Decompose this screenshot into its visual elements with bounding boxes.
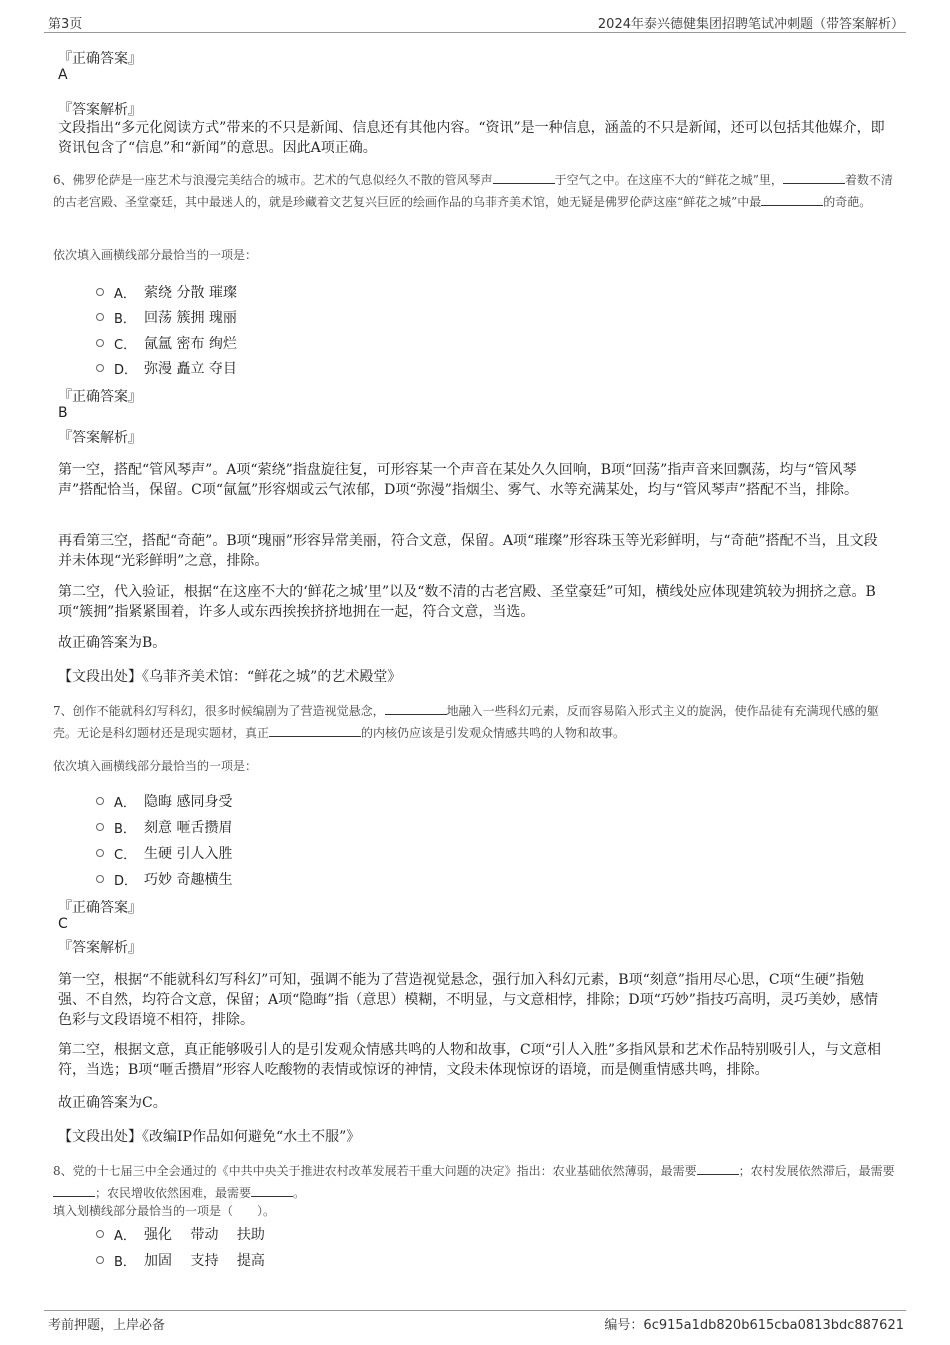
option-text: 回荡 簇拥 瑰丽 (144, 310, 237, 326)
analysis-text: 文段指出“多元化阅读方式”带来的不只是新闻、信息还有其他内容。“资讯”是一种信息，涵盖的不只是新闻，还可以包括其他媒介，即资讯包含了“信息”和“新闻”的意思。因此A项正确。 (58, 120, 885, 156)
blank (493, 171, 555, 184)
option-key: D． (114, 873, 138, 889)
radio-icon[interactable] (96, 1230, 104, 1238)
question-7-text-c: 的内核仍应该是引发观众情感共鸣的人物和故事。 (361, 726, 626, 740)
analysis-label: 『答案解析』 (58, 430, 142, 446)
footer-divider (44, 1310, 906, 1311)
question-8-text-a: 8、党的十七届三中全会通过的《中共中央关于推进农村改革发展若干重大问题的决定》指出：农业基础依然薄弱，最需要 (53, 1164, 697, 1178)
option-key: C． (114, 847, 137, 863)
radio-icon[interactable] (96, 875, 104, 883)
analysis-paragraph: 第二空，代入验证，根据“在这座不大的‘鲜花之城’里”以及“数不清的古老宫殿、圣堂豪廷”可知，横线处应体现建筑较为拥挤之意。B项“簇拥”指紧紧围着，许多人或东西挨挨挤挤地拥在一起，符合文意，当选。 (58, 584, 876, 620)
option-key: B． (114, 1254, 136, 1270)
option-key: A． (114, 286, 136, 302)
question-8-instruction: 填入划横线部分最恰当的一项是（ ）。 (53, 1204, 276, 1218)
answer-label: 『正确答案』 (58, 389, 142, 405)
question-7-option-a[interactable] (96, 791, 232, 811)
question-8-text-b: ；农村发展依然滞后，最需要 (738, 1164, 895, 1178)
blank (251, 1184, 293, 1197)
question-8-option-a[interactable] (96, 1224, 265, 1244)
question-7-option-d[interactable] (96, 869, 232, 889)
question-7-text-a: 7、创作不能就科幻写科幻，很多时候编剧为了营造视觉悬念， (53, 704, 385, 718)
question-7-option-b[interactable] (96, 817, 232, 837)
option-text: 生硬 引人入胜 (144, 846, 233, 862)
analysis-conclusion: 故正确答案为C。 (58, 1095, 167, 1111)
source-citation: 【文段出处】《乌菲齐美术馆：“鲜花之城”的艺术殿堂》 (58, 669, 402, 685)
question-6-text-c: 着数不清的古老宫殿、圣堂豪廷，其中最迷人的，就是珍藏着文艺复兴巨匠的绘画作品的乌菲齐美术馆，她无疑是佛罗伦萨这座“鲜花之城”中最 (53, 173, 893, 209)
question-6-option-d[interactable] (96, 358, 237, 378)
option-text: 加固 支持 提高 (144, 1253, 265, 1269)
radio-icon[interactable] (96, 364, 104, 372)
answer-value: A (58, 67, 68, 83)
question-6-text-d: 的奇葩。 (823, 195, 872, 209)
question-6-option-c[interactable] (96, 333, 237, 353)
footer-slogan: 考前押题，上岸必备 (48, 1318, 166, 1333)
question-6 (53, 169, 898, 213)
option-key: A． (114, 795, 136, 811)
option-key: D． (114, 362, 138, 378)
question-8-text-d: 。 (293, 1186, 306, 1200)
analysis-paragraph: 第一空，根据“不能就科幻写科幻”可知，强调不能为了营造视觉悬念，强行加入科幻元素，B项“刻意”指用尽心思，C项“生硬”指勉强、不自然，均符合文意，保留；A项“隐晦”指（意思）模糊，不明显，与文意相悖，排除；D项“巧妙”指技巧高明，灵巧美妙，感情色彩与文段语境不相符，排除。 (58, 972, 878, 1028)
radio-icon[interactable] (96, 849, 104, 857)
question-7-option-c[interactable] (96, 843, 232, 863)
radio-icon[interactable] (96, 288, 104, 296)
option-text: 氤氲 密布 绚烂 (144, 336, 237, 352)
option-key: B． (114, 821, 136, 837)
analysis-paragraph: 再看第三空，搭配“奇葩”。B项“瑰丽”形容异常美丽，符合文意，保留。A项“璀璨”形容珠玉等光彩鲜明，与“奇葩”搭配不当，且文段并未体现“光彩鲜明”之意，排除。 (58, 533, 878, 569)
footer-code (604, 1314, 904, 1333)
blank (783, 171, 845, 184)
question-6-option-b[interactable] (96, 307, 237, 327)
header-divider (44, 32, 906, 33)
answer-value: C (58, 916, 68, 932)
question-8-option-b[interactable] (96, 1250, 265, 1270)
option-text: 强化 带动 扶助 (144, 1227, 265, 1243)
option-text: 萦绕 分散 璀璨 (144, 285, 237, 301)
question-7-text-b: 地融入一些科幻元素，反而容易陷入形式主义的旋涡，使作品徒有充满现代感的躯壳。无论是科幻题材还是现实题材，真正 (53, 704, 879, 740)
blank (269, 724, 361, 737)
radio-icon[interactable] (96, 1256, 104, 1264)
option-text: 隐晦 感同身受 (144, 794, 233, 810)
option-key: C． (114, 337, 137, 353)
radio-icon[interactable] (96, 823, 104, 831)
question-6-text-a: 6、佛罗伦萨是一座艺术与浪漫完美结合的城市。艺术的气息似经久不散的管风琴声 (53, 173, 493, 187)
answer-label: 『正确答案』 (58, 51, 142, 67)
analysis-conclusion: 故正确答案为B。 (58, 635, 167, 651)
document-title: 2024年泰兴德健集团招聘笔试冲刺题（带答案解析） (597, 17, 904, 32)
option-key: B． (114, 311, 136, 327)
option-text: 刻意 咂舌攒眉 (144, 820, 233, 836)
analysis-label: 『答案解析』 (58, 940, 142, 956)
analysis-label: 『答案解析』 (58, 102, 142, 118)
question-8-text-c: ；农民增收依然困难，最需要 (95, 1186, 252, 1200)
blank (697, 1162, 739, 1175)
answer-value: B (58, 405, 68, 421)
blank (385, 702, 447, 715)
analysis-paragraph: 第二空，根据文意，真正能够吸引人的是引发观众情感共鸣的人物和故事，C项“引人入胜”多指风景和艺术作品特别吸引人，与文意相符，当选；B项“咂舌攒眉”形容人吃酸物的表情或惊讶的神情，文段未体现惊讶的语境，而是侧重情感共鸣，排除。 (58, 1042, 882, 1078)
option-key: A． (114, 1228, 136, 1244)
question-7-instruction: 依次填入画横线部分最恰当的一项是： (53, 759, 258, 773)
radio-icon[interactable] (96, 797, 104, 805)
radio-icon[interactable] (96, 313, 104, 321)
footer-code-value: 6c915a1db820b615cba0813bdc887621 (643, 1318, 904, 1333)
footer-code-label: 编号： (604, 1318, 644, 1333)
question-7 (53, 700, 898, 744)
option-text: 巧妙 奇趣横生 (144, 872, 233, 888)
analysis-paragraph: 第一空，搭配“管风琴声”。A项“萦绕”指盘旋往复，可形容某一个声音在某处久久回响，B项“回荡”指声音来回飘荡，均与“管风琴声”搭配恰当，保留。C项“氤氲”形容烟或云气浓郁，D项“弥漫”指烟尘、雾气、水等充满某处，均与“管风琴声”搭配不当，排除。 (58, 462, 859, 498)
question-6-instruction: 依次填入画横线部分最恰当的一项是： (53, 248, 258, 262)
option-text: 弥漫 矗立 夺目 (144, 361, 237, 377)
radio-icon[interactable] (96, 339, 104, 347)
blank (761, 193, 823, 206)
answer-label: 『正确答案』 (58, 900, 142, 916)
source-citation: 【文段出处】《改编IP作品如何避免“水土不服”》 (58, 1129, 361, 1145)
question-6-option-a[interactable] (96, 282, 237, 302)
question-8 (53, 1160, 898, 1204)
page-number: 第3页 (48, 17, 83, 32)
blank (53, 1184, 95, 1197)
question-6-text-b: 于空气之中。在这座不大的“鲜花之城”里， (554, 173, 783, 187)
